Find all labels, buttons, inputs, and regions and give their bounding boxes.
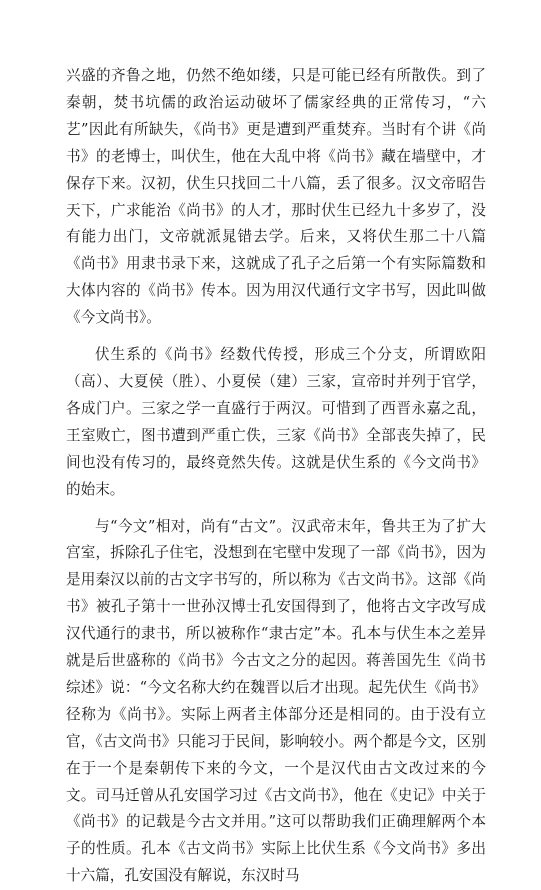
paragraph-3: 与“今文”相对，尚有“古文”。汉武帝末年，鲁共王为了扩大宫室，拆除孔子住宅，没想到在宅壁中发现了一部《尚书》，因为是用秦汉以前的古文字书写的，所以称为《古文尚书》。这部《尚书》被孔子第十一世孙汉博士孔安国得到了，他将古文字改写成汉代通行的隶书，所以被称作“隶古定”本。孔本与伏生本之差异就是后世盛称的《尚书》今古文之分的起因。蒋善国先生《尚书综述》说：“今文名称大约在魏晋以后才出现。起先伏生《尚书》径称为《尚书》。实际上两者主体部分还是相同的。由于没有立官，《古文尚书》只能习于民间，影响较小。两个都是今文，区别在于一个是秦朝传下来的今文，一个是汉代由古文改过来的今文。司马迁曾从孔安国学习过《古文尚书》，他在《史记》中关于《尚书》的记载是今古文并用。”这可以帮助我们正确理解两个本子的性质。孔本《古文尚书》实际上比伏生系《今文尚书》多出十六篇，孔安国没有解说，东汉时马 [66,514,486,890]
paragraph-2: 伏生系的《尚书》经数代传授，形成三个分支，所谓欧阳（高）、大夏侯（胜）、小夏侯（建）三家，宣帝时并列于官学，各成门户。三家之学一直盛行于两汉。可惜到了西晋永嘉之乱，王室败亡，图书遭到严重亡佚，三家《尚书》全部丧失掉了，民间也没有传习的，最终竟然失传。这就是伏生系的《今文尚书》的始末。 [66,342,486,503]
paragraph-1: 兴盛的齐鲁之地，仍然不绝如缕，只是可能已经有所散佚。到了秦朝，焚书坑儒的政治运动破坏了儒家经典的正常传习，“六艺”因此有所缺失，《尚书》更是遭到严重焚弃。当时有个讲《尚书》的老博士，叫伏生，他在大乱中将《尚书》藏在墙壁中，才保存下来。汉初，伏生只找回二十八篇，丢了很多。汉文帝昭告天下，广求能治《尚书》的人才，那时伏生已经九十多岁了，没有能力出门，文帝就派晁错去学。后来，又将伏生那二十八篇《尚书》用隶书录下来，这就成了孔子之后第一个有实际篇数和大体内容的《尚书》传本。因为用汉代通行文字书写，因此叫做《今文尚书》。 [66,63,486,332]
body-text [66,63,486,890]
